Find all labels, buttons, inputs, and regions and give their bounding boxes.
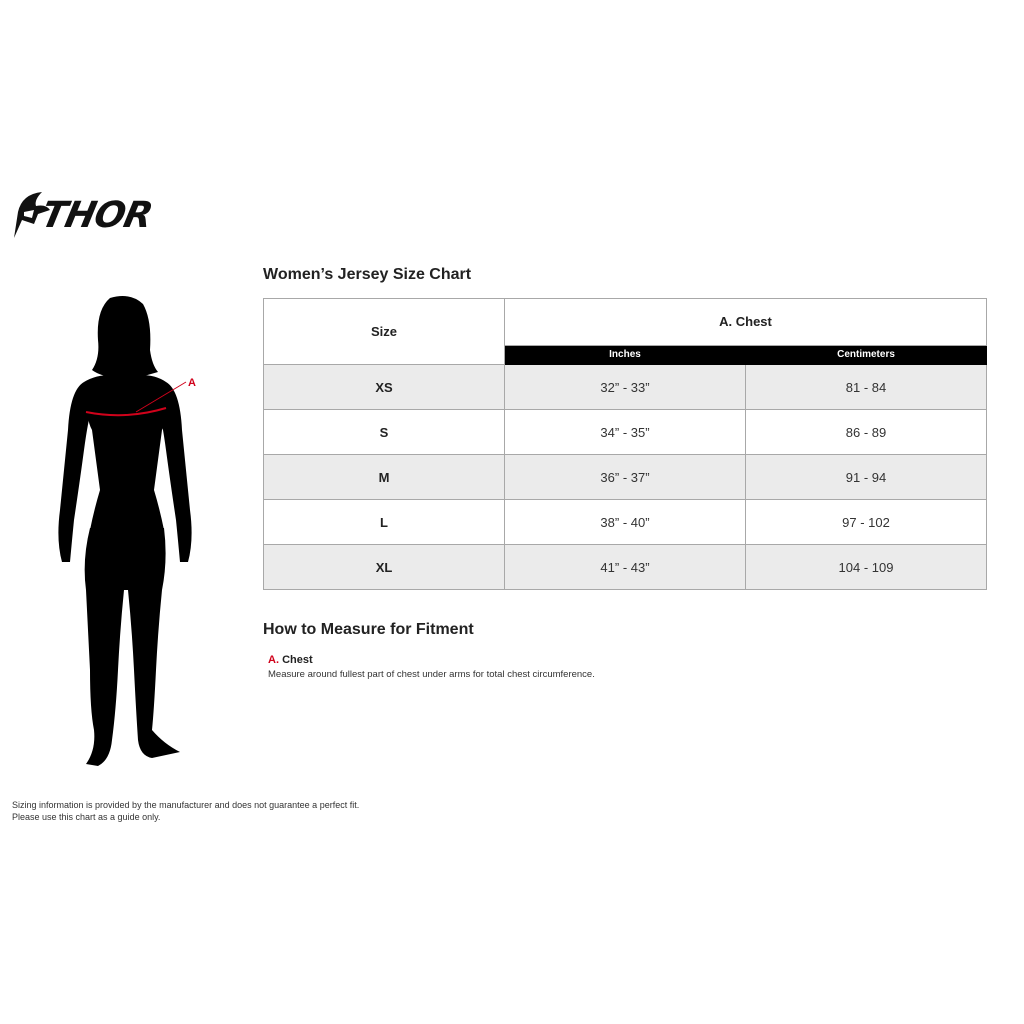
- disclaimer-line-2: Please use this chart as a guide only.: [12, 812, 161, 822]
- size-table: [263, 298, 987, 590]
- measure-title: How to Measure for Fitment: [263, 621, 474, 638]
- size-cell: M: [264, 455, 505, 500]
- cm-cell: 91 - 94: [746, 455, 987, 500]
- female-silhouette: [40, 290, 210, 780]
- size-cell: XL: [264, 545, 505, 590]
- table-row: [264, 365, 987, 410]
- table-row: [264, 455, 987, 500]
- table-row: [264, 410, 987, 455]
- size-column-header: Size: [264, 299, 505, 365]
- cm-cell: 81 - 84: [746, 365, 987, 410]
- table-row: [264, 500, 987, 545]
- table-row: [264, 545, 987, 590]
- measure-item-letter: A.: [268, 654, 279, 666]
- inches-cell: 32” - 33”: [505, 365, 746, 410]
- disclaimer: [12, 799, 359, 823]
- disclaimer-line-1: Sizing information is provided by the manufacturer and does not guarantee a perfect fit.: [12, 800, 360, 810]
- size-cell: L: [264, 500, 505, 545]
- size-cell: XS: [264, 365, 505, 410]
- measure-description: Measure around fullest part of chest under arms for total chest circumference.: [268, 669, 595, 680]
- centimeters-header: Centimeters: [746, 345, 987, 364]
- thor-logo: [12, 190, 162, 242]
- inches-cell: 34” - 35”: [505, 410, 746, 455]
- size-cell: S: [264, 410, 505, 455]
- measure-item: [268, 654, 313, 666]
- cm-cell: 86 - 89: [746, 410, 987, 455]
- inches-cell: 38” - 40”: [505, 500, 746, 545]
- inches-cell: 41” - 43”: [505, 545, 746, 590]
- chest-marker-label: A: [188, 377, 196, 389]
- inches-cell: 36” - 37”: [505, 455, 746, 500]
- measure-item-name: Chest: [282, 654, 313, 666]
- inches-header: Inches: [505, 345, 746, 364]
- chest-group-header: A. Chest: [505, 299, 987, 346]
- cm-cell: 97 - 102: [746, 500, 987, 545]
- cm-cell: 104 - 109: [746, 545, 987, 590]
- chart-title: Women’s Jersey Size Chart: [263, 266, 472, 283]
- brand-name: THOR: [37, 195, 156, 236]
